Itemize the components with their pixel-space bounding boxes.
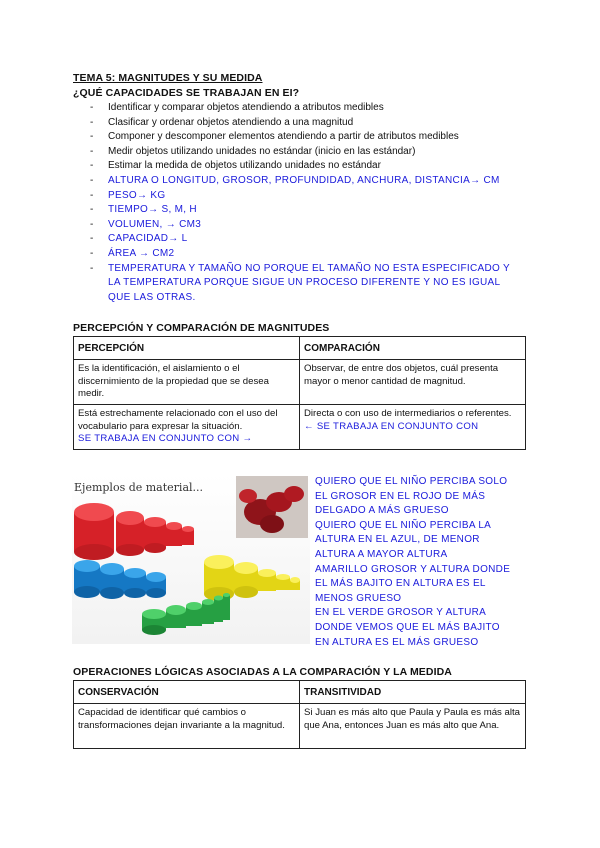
material-examples-image xyxy=(72,474,310,644)
list-item-note: - VOLUMEN, → CM3 xyxy=(90,218,540,233)
cell-note: ← SE TRABAJA EN CONJUNTO CON xyxy=(304,420,479,432)
table-header: PERCEPCIÓN xyxy=(74,337,300,360)
document-title: TEMA 5: MAGNITUDES Y SU MEDIDA xyxy=(73,72,263,84)
note-line: DONDE VEMOS QUE EL MÁS BAJITO xyxy=(315,621,500,633)
material-notes xyxy=(315,475,530,650)
note-line: EL GROSOR EN EL ROJO DE MÁS xyxy=(315,490,486,502)
note-line: ALTURA EN EL AZUL, DE MENOR xyxy=(315,534,480,546)
table-cell xyxy=(74,405,300,450)
table-cell: Si Juan es más alto que Paula y Paula es más alta que Ana, entonces Juan es más alto que Ana. xyxy=(300,704,526,749)
cell-note: SE TRABAJA EN CONJUNTO CON → xyxy=(78,433,253,445)
list-item: - Componer y descomponer elementos atendiendo a partir de atributos medibles xyxy=(90,130,540,145)
table-row xyxy=(74,704,526,749)
capacities-list xyxy=(90,101,540,305)
logical-operations-table xyxy=(73,680,526,749)
inset-photo xyxy=(236,476,308,538)
table-cell xyxy=(300,405,526,450)
list-item-note: - TIEMPO→ S, M, H xyxy=(90,203,540,218)
note-line: ALTURA A MAYOR ALTURA xyxy=(315,548,448,560)
cell-text: Directa o con uso de intermediarios o referentes. xyxy=(304,408,512,419)
table-cell: Observar, de entre dos objetos, cuál presenta mayor o menor cantidad de magnitud. xyxy=(300,360,526,405)
list-item: - Estimar la medida de objetos utilizando unidades no estándar xyxy=(90,159,540,174)
note-line: QUIERO QUE EL NIÑO PERCIBA LA xyxy=(315,519,492,531)
image-caption: Ejemplos de material... xyxy=(74,481,204,494)
list-item-note: - ÁREA → CM2 xyxy=(90,247,540,262)
section-title-perception: PERCEPCIÓN Y COMPARACIÓN DE MAGNITUDES xyxy=(73,322,330,334)
section-title-logical-operations: OPERACIONES LÓGICAS ASOCIADAS A LA COMPARACIÓN Y LA MEDIDA xyxy=(73,666,452,678)
note-line: DELGADO A MÁS GRUESO xyxy=(315,505,449,517)
table-header: TRANSITIVIDAD xyxy=(300,681,526,704)
table-header-row xyxy=(74,681,526,704)
table-cell: Es la identificación, el aislamiento o el discernimiento de la propiedad que se desea medir. xyxy=(74,360,300,405)
perception-comparison-table xyxy=(73,336,526,450)
note-line: EN EL VERDE GROSOR Y ALTURA xyxy=(315,607,487,619)
table-header: CONSERVACIÓN xyxy=(74,681,300,704)
list-item: - Medir objetos utilizando unidades no estándar (inicio en las estándar) xyxy=(90,145,540,160)
capacities-question: ¿QUÉ CAPACIDADES SE TRABAJAN EN EI? xyxy=(73,87,300,99)
list-item-note: - PESO→ KG xyxy=(90,189,540,204)
list-item: - Identificar y comparar objetos atendiendo a atributos medibles xyxy=(90,101,540,116)
table-row xyxy=(74,405,526,450)
note-line: AMARILLO GROSOR Y ALTURA DONDE xyxy=(315,563,511,575)
note-line: EL MÁS BAJITO EN ALTURA ES EL xyxy=(315,578,486,590)
table-cell: Capacidad de identificar qué cambios o transformaciones dejan invariante a la magnitud. xyxy=(74,704,300,749)
note-line: MENOS GRUESO xyxy=(315,592,402,604)
table-header-row xyxy=(74,337,526,360)
note-line: QUIERO QUE EL NIÑO PERCIBA SOLO xyxy=(315,476,508,487)
table-row xyxy=(74,360,526,405)
list-item-note: - ALTURA O LONGITUD, GROSOR, PROFUNDIDAD, ANCHURA, DISTANCIA→ CM xyxy=(90,174,540,189)
list-item: - Clasificar y ordenar objetos atendiendo a una magnitud xyxy=(90,116,540,131)
list-item-note: - TEMPERATURA Y TAMAÑO NO PORQUE EL TAMAÑO NO ESTA ESPECIFICADO Y LA TEMPERATURA PORQUE SIGUE UN PROCESO DIFERENTE Y NO ES IGUAL QUE LAS OTRAS. xyxy=(90,262,518,306)
list-item-note: - CAPACIDAD→ L xyxy=(90,232,540,247)
note-line: EN ALTURA ES EL MÁS GRUESO xyxy=(315,636,479,648)
cell-text: Está estrechamente relacionado con el uso del vocabulario para expresar la situación. xyxy=(78,408,278,432)
table-header: COMPARACIÓN xyxy=(300,337,526,360)
